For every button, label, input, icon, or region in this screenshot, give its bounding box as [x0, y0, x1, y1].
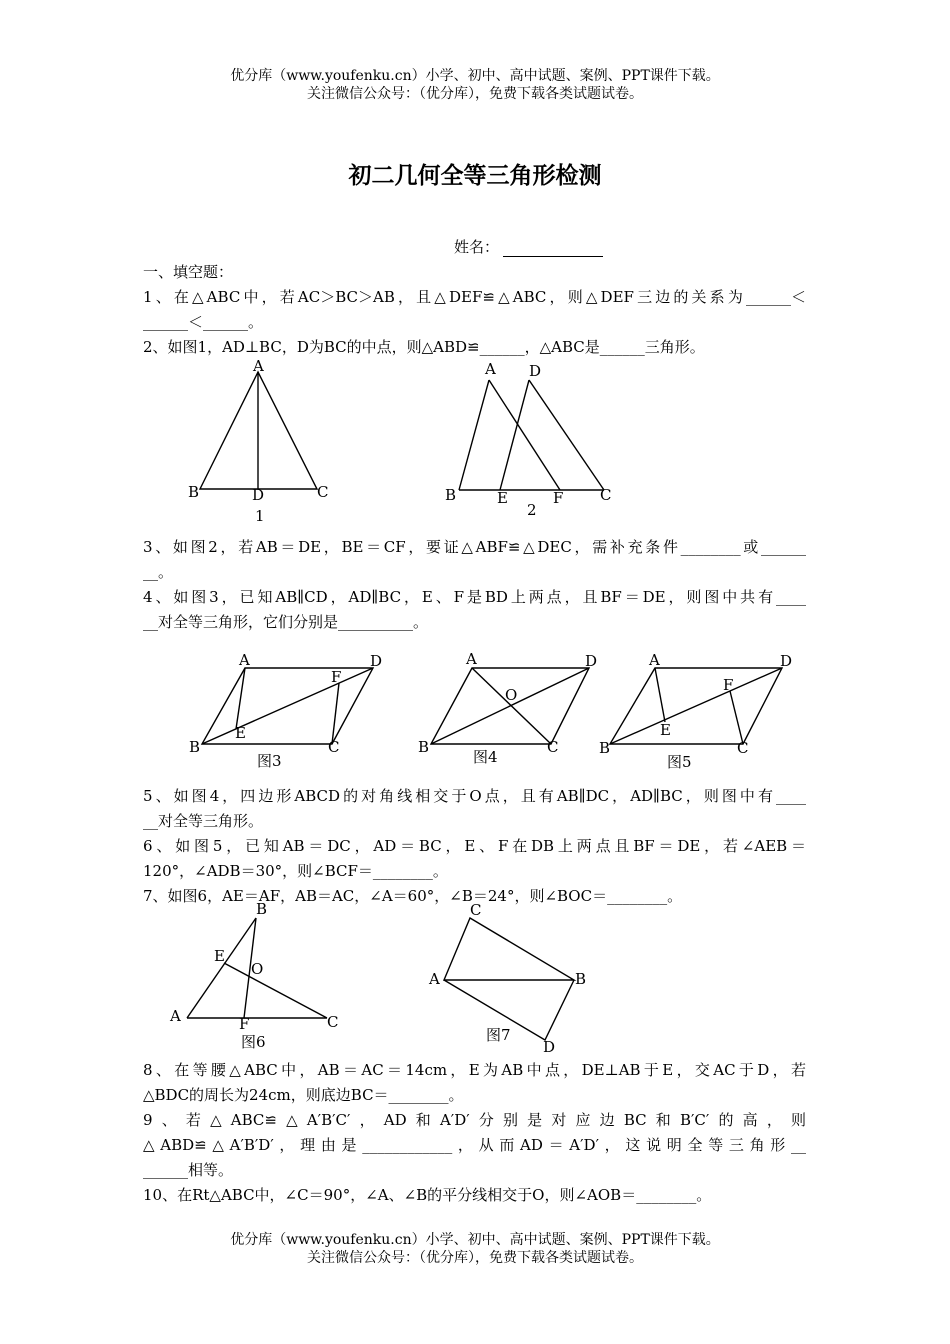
section-heading: 一、填空题： [143, 263, 234, 281]
fig1-label-d: D [252, 486, 265, 504]
header-line-2: 关注微信公众号：（优分库），免费下载各类试题试卷。 [307, 86, 643, 102]
question-1-line-1: 1、在△ABC中，若AC＞BC＞AB，且△DEF≌△ABC，则△DEF三边的关系为______＜ [143, 288, 806, 306]
question-8-line-1: 8、在等腰△ABC中，AB＝AC＝14cm，E为AB中点，DE⊥AB于E，交AC于D，若 [143, 1061, 806, 1079]
question-2-line-1: 2、如图1，AD⊥BC，D为BC的中点，则△ABD≌______，△ABC是______三角形。 [143, 338, 705, 356]
fig6-label-b: B [256, 900, 268, 918]
question-9-line-1: 9、若△ABC≌△A′B′C′，AD和A′D′分别是对应边BC和B′C′的高，则 [143, 1111, 806, 1129]
fig4-diagonal-bd [431, 668, 589, 744]
name-blank[interactable] [503, 242, 603, 257]
question-4-line-1: 4、如图3，已知AB∥CD，AD∥BC，E、F是BD上两点，且BF＝DE，则图中共有____ [143, 588, 806, 606]
question-10-line-1: 10、在Rt△ABC中，∠C＝90°，∠A、∠B的平分线相交于O，则∠AOB＝________。 [143, 1186, 712, 1204]
fig5-label-e: E [660, 721, 671, 739]
figure-1 [180, 355, 340, 530]
fig5-diagonal-bd [610, 668, 782, 744]
question-3-line-1: 3、如图2，若AB＝DE，BE＝CF，要证△ABF≌△DEC，需补充条件________或______ [143, 538, 806, 556]
fig3-label-c: C [328, 738, 340, 756]
fig3-label-b: B [189, 738, 201, 756]
fig6-caption: 图6 [241, 1033, 266, 1051]
figure-6 [165, 898, 355, 1058]
fig6-label-e: E [214, 947, 225, 965]
fig1-label-a: A [253, 357, 264, 375]
fig3-label-a: A [239, 651, 250, 669]
question-5-line-1: 5、如图4，四边形ABCD的对角线相交于O点，且有AB∥DC，AD∥BC，则图中有____ [143, 787, 806, 805]
fig2-label-c: C [600, 486, 612, 504]
fig1-caption: 1 [255, 507, 265, 525]
fig6-label-c: C [327, 1013, 339, 1031]
fig4-caption: 图4 [473, 748, 498, 766]
question-4-line-2: __对全等三角形，它们分别是__________。 [143, 613, 429, 631]
fig7-label-b: B [575, 970, 587, 988]
figure-3 [185, 648, 395, 773]
fig7-caption: 图7 [486, 1026, 511, 1044]
fig5-caption: 图5 [667, 753, 692, 771]
fig4-label-d: D [585, 652, 598, 670]
fig1-label-b: B [188, 483, 200, 501]
fig2-label-e: E [497, 489, 508, 507]
fig6-segment-ec [224, 963, 327, 1018]
fig2-label-d: D [529, 362, 542, 380]
fig2-label-a: A [485, 360, 496, 378]
fig3-label-f: F [331, 668, 342, 686]
fig7-label-c: C [470, 901, 482, 919]
page-title: 初二几何全等三角形检测 [348, 162, 602, 189]
fig6-label-o: O [251, 960, 264, 978]
fig5-segment-fc [730, 691, 743, 744]
question-9-line-3: ______相等。 [143, 1161, 234, 1179]
name-label: 姓名： [454, 238, 500, 256]
fig3-label-e: E [235, 724, 246, 742]
fig4-label-b: B [418, 738, 430, 756]
fig2-caption: 2 [527, 501, 537, 519]
footer-line-1: 优分库（www.youfenku.cn）小学、初中、高中试题、案例、PPT课件下载。 [230, 1232, 720, 1248]
fig6-label-a: A [170, 1007, 181, 1025]
fig4-label-o: O [505, 686, 518, 704]
question-3-line-2: __。 [143, 563, 174, 581]
question-5-line-2: __对全等三角形。 [143, 812, 264, 830]
fig2-segment-ab [459, 380, 489, 490]
fig7-triangle-abc [444, 918, 574, 980]
header-line-1: 优分库（www.youfenku.cn）小学、初中、高中试题、案例、PPT课件下载。 [230, 68, 720, 84]
fig6-label-f: F [239, 1015, 250, 1033]
fig7-label-a: A [429, 970, 440, 988]
question-6-line-1: 6、如图5，已知AB＝DC，AD＝BC，E、F在DB上两点且BF＝DE，若∠AEB＝ [143, 837, 806, 855]
fig3-diagonal-bd [202, 668, 373, 744]
fig2-segment-dc [529, 380, 604, 490]
fig5-label-c: C [737, 739, 749, 757]
question-7-line-1: 7、如图6，AE＝AF，AB＝AC，∠A＝60°，∠B＝24°，则∠BOC＝________。 [143, 887, 683, 905]
fig2-label-b: B [445, 486, 457, 504]
fig5-segment-ae [655, 668, 665, 722]
name-field [454, 236, 603, 257]
figure-5 [598, 648, 803, 773]
fig2-label-f: F [553, 489, 564, 507]
fig7-label-d: D [543, 1038, 556, 1056]
fig3-segment-fc [332, 683, 339, 744]
fig4-label-c: C [547, 738, 559, 756]
question-8-line-2: △BDC的周长为24cm，则底边BC＝________。 [143, 1086, 464, 1104]
fig5-label-d: D [780, 652, 793, 670]
fig5-label-b: B [599, 739, 611, 757]
fig1-label-c: C [317, 483, 329, 501]
question-6-line-2: 120°，∠ADB＝30°，则∠BCF＝________。 [143, 862, 448, 880]
footer-line-2: 关注微信公众号：（优分库），免费下载各类试题试卷。 [307, 1250, 643, 1266]
figure-2 [440, 355, 620, 530]
figure-7 [425, 898, 600, 1058]
question-9-line-2: △ABD≌△A′B′D′，理由是____________，从而AD＝A′D′，这说明全等三角形__ [143, 1136, 806, 1154]
question-1-line-2: ______＜______。 [143, 313, 264, 331]
figure-4 [415, 648, 610, 773]
fig3-caption: 图3 [257, 752, 282, 770]
fig4-label-a: A [466, 650, 477, 668]
fig5-label-a: A [649, 651, 660, 669]
fig3-label-d: D [370, 652, 383, 670]
fig5-label-f: F [723, 676, 734, 694]
